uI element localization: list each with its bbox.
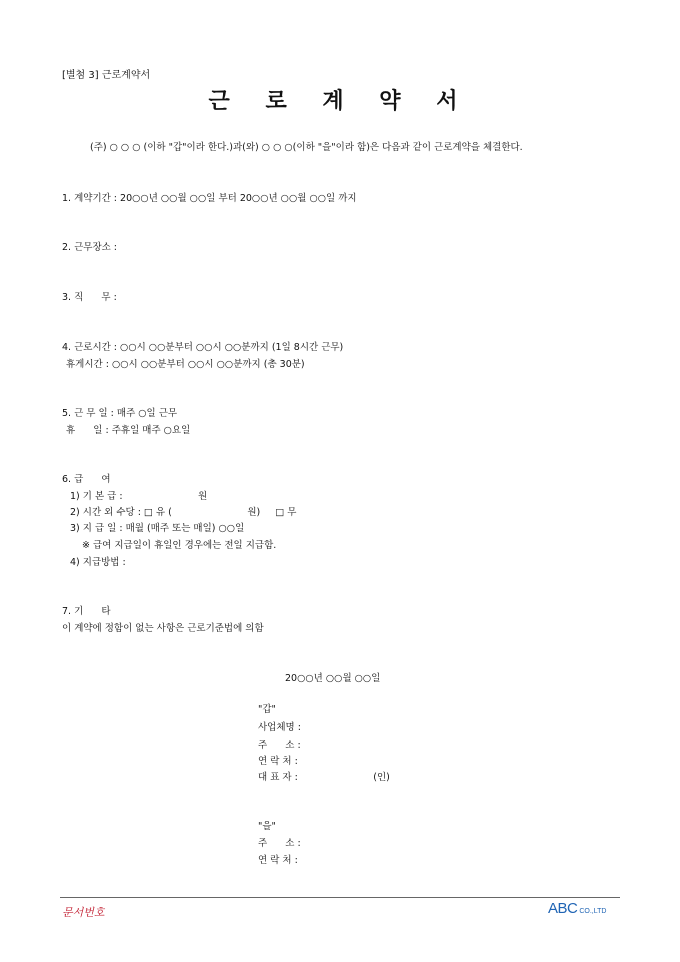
party-b-label: "을" <box>258 821 276 832</box>
pay-day-note: ※ 급여 지급일이 휴일인 경우에는 전일 지급함. <box>82 540 277 551</box>
workplace-line: 2. 근무장소 : <box>62 242 118 253</box>
other-text: 이 계약에 정함이 없는 사항은 근로기준법에 의함 <box>62 623 264 634</box>
other-heading: 7. 기 타 <box>62 606 111 617</box>
work-days-line: 5. 근 무 일 : 매주 ○일 근무 <box>62 408 178 419</box>
contract-date: 20○○년 ○○월 ○○일 <box>285 673 381 684</box>
attachment-label: [별첨 3] 근로계약서 <box>62 70 151 81</box>
party-b-address: 주 소 : <box>258 838 301 849</box>
overtime-pay-line: 2) 시간 외 수당 : □ 유 ( 원) □ 무 <box>70 507 297 518</box>
holidays-line: 휴 일 : 주휴일 매주 ○요일 <box>66 425 191 436</box>
party-b-contact: 연 락 처 : <box>258 855 298 866</box>
wage-heading: 6. 급 여 <box>62 474 111 485</box>
logo-sub-text: CO.,LTD <box>579 908 607 915</box>
work-hours-line: 4. 근로시간 : ○○시 ○○분부터 ○○시 ○○분까지 (1일 8시간 근무) <box>62 342 344 353</box>
contract-period-line: 1. 계약기간 : 20○○년 ○○월 ○○일 부터 20○○년 ○○월 ○○일 까지 <box>62 193 357 204</box>
pay-day-line: 3) 지 급 일 : 매월 (매주 또는 매일) ○○일 <box>70 523 245 534</box>
rest-hours-line: 휴게시간 : ○○시 ○○분부터 ○○시 ○○분까지 (총 30분) <box>66 359 305 370</box>
logo-main-text: ABC <box>548 900 578 917</box>
company-logo <box>548 900 606 917</box>
party-a-label: "갑" <box>258 704 276 715</box>
party-a-address: 주 소 : <box>258 740 301 751</box>
intro-paragraph: (주) ○ ○ ○ (이하 "갑"이라 한다.)과(와) ○ ○ ○(이하 "을"이라 함)은 다음과 같이 근로계약을 체결한다. <box>90 142 523 153</box>
pay-method-line: 4) 지급방법 : <box>70 557 126 568</box>
duty-line: 3. 직 무 : <box>62 292 117 303</box>
party-a-contact: 연 락 처 : <box>258 756 298 767</box>
document-title: 근 로 계 약 서 <box>208 89 472 114</box>
party-a-representative: 대 표 자 : (인) <box>258 772 390 783</box>
party-a-business-name: 사업체명 : <box>258 722 301 733</box>
document-number-label: 문서번호 <box>62 906 105 919</box>
base-pay-line: 1) 기 본 급 : 원 <box>70 491 208 502</box>
footer-divider <box>60 897 620 898</box>
